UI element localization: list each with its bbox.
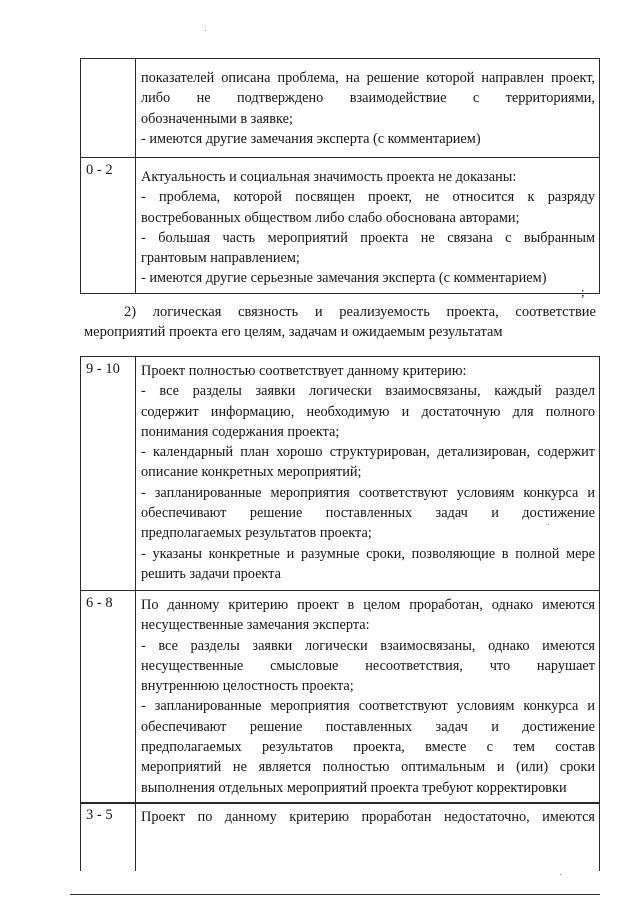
description-cell — [136, 803, 600, 872]
score-cell — [81, 59, 136, 158]
cell-line: несущественные смысловые несоответствия, что нарушает — [141, 657, 595, 674]
cell-line: внутреннюю целостность проекта; — [141, 678, 354, 695]
cell-line: Проект по данному критерию проработан недостаточно, имеются — [141, 809, 595, 825]
cell-line: - большая часть мероприятий проекта не связана с выбранным — [141, 229, 595, 246]
cell-line: востребованных обществом либо слабо обоснована авторами; — [141, 209, 520, 226]
page-bottom-rule — [70, 894, 600, 895]
cell-line: либо не подтверждено взаимодействие с территориями, — [141, 90, 595, 107]
cell-line: - запланированные мероприятия соответствуют условиям конкурса и — [141, 698, 595, 715]
table-row — [81, 158, 600, 294]
cell-line: решить задачи проекта — [141, 565, 281, 582]
scan-speck — [560, 874, 561, 875]
cell-line: мероприятий не является полностью оптимальным и (или) сроки — [141, 759, 595, 776]
cell-line: - запланированные мероприятия соответствуют условиям конкурса и — [141, 484, 595, 501]
criteria-table-top — [80, 58, 600, 294]
scan-speck — [205, 30, 206, 31]
score-cell: 0 - 2 — [81, 158, 136, 294]
cell-line: - имеются другие замечания эксперта (с комментарием) — [141, 130, 481, 147]
stray-semicolon: ; — [581, 284, 585, 299]
cell-line: несущественные замечания эксперта: — [141, 617, 370, 634]
cell-line: обеспечивают решение поставленных задач и достижение — [141, 718, 595, 735]
cell-line: - имеются другие серьезные замечания эксперта (с комментарием) — [141, 270, 547, 287]
cell-line: - календарный план хорошо структурирован, детализирован, содержит — [141, 444, 595, 461]
cell-line: - все разделы заявки логически взаимосвязаны, каждый раздел — [141, 383, 595, 400]
criterion-heading-line: 2) логическая связность и реализуемость проекта, соответствие — [124, 304, 596, 320]
criterion-heading-line: мероприятий проекта его целям, задачам и ожидаемым результатам — [84, 324, 503, 340]
cell-line: - проблема, которой посвящен проект, не относится к разряду — [141, 189, 595, 206]
criteria-table-bottom — [80, 356, 600, 804]
score-cell: 9 - 10 — [81, 357, 136, 591]
criterion-heading — [84, 302, 596, 342]
table-row — [81, 357, 600, 591]
description-cell — [136, 591, 600, 804]
cell-line: - указаны конкретные и разумные сроки, позволяющие в полной мере — [141, 545, 595, 562]
cell-line: По данному критерию проект в целом проработан, однако имеются — [141, 597, 595, 613]
table-row — [81, 591, 600, 804]
cell-line: предполагаемых результатов проекта; — [141, 525, 372, 542]
criteria-table-bottom-continued — [80, 802, 600, 871]
cell-line: выполнения отдельных мероприятий проекта требуют корректировки — [141, 779, 567, 796]
cell-line: грантовым направлением; — [141, 250, 300, 267]
table-row — [81, 803, 600, 872]
cell-line: понимания содержания проекта; — [141, 423, 340, 440]
cell-line: содержит информацию, необходимую и достаточную для полного — [141, 403, 595, 420]
cell-line: показателей описана проблема, на решение которой направлен проект, — [141, 70, 595, 86]
score-cell: 3 - 5 — [81, 803, 136, 872]
score-cell: 6 - 8 — [81, 591, 136, 804]
cell-line: - все разделы заявки логически взаимосвязаны, однако имеются — [141, 637, 595, 654]
scan-speck — [548, 524, 549, 525]
cell-line: обеспечивают решение поставленных задач и достижение — [141, 505, 595, 522]
cell-line: описание конкретных мероприятий; — [141, 464, 362, 481]
table-row — [81, 59, 600, 158]
description-cell — [136, 158, 600, 294]
cell-line: Актуальность и социальная значимость проекта не доказаны: — [141, 169, 517, 185]
cell-line: обозначенными в заявке; — [141, 110, 293, 127]
description-cell — [136, 59, 600, 158]
cell-line: Проект полностью соответствует данному критерию: — [141, 363, 467, 379]
cell-line: предполагаемых результатов проекта, вместе с тем состав — [141, 739, 595, 756]
description-cell — [136, 357, 600, 591]
